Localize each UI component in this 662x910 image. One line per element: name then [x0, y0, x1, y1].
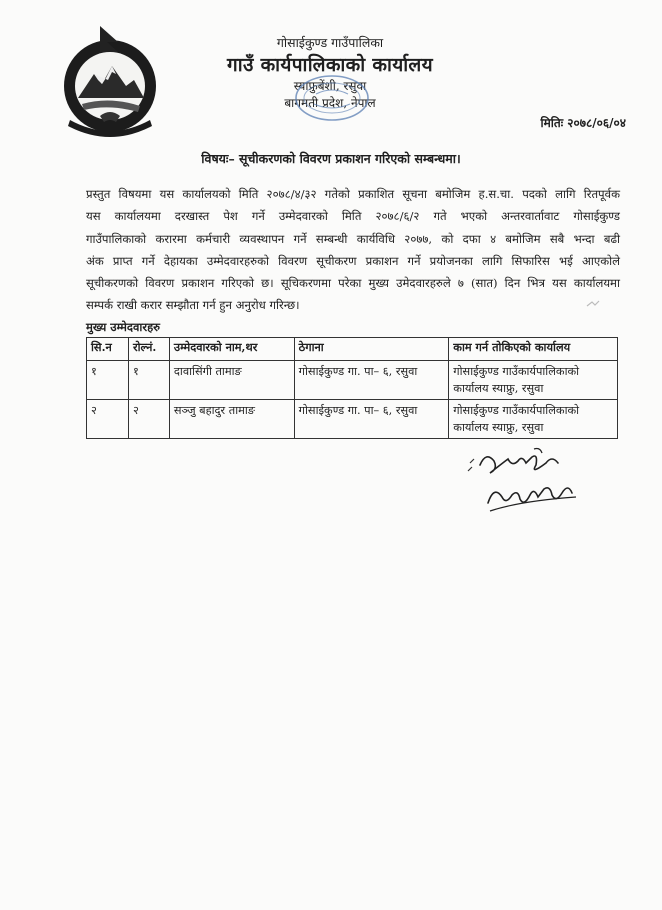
nepal-emblem-icon: [60, 22, 160, 140]
notice-body: [86, 183, 620, 317]
cell-serial: २: [87, 400, 129, 439]
office-stamp-icon: [272, 64, 382, 124]
office-location-line2: बागमती प्रदेश, नेपाल: [284, 96, 376, 110]
letter-date: मितिः २०७८/०६/०४: [540, 116, 626, 130]
col-roll: रोल्नं.: [128, 338, 169, 361]
body-line: यस कार्यालयमा दरखास्त पेश गर्ने उम्मेदवारको मिति २०७८/६/२ गते भएको अन्तरवार्तावाट गोसाईकुण्ड: [86, 209, 620, 224]
cell-office: गोसाईकुण्ड गाउँकार्यपालिकाको कार्यालय स्याफ्रु, रसुवा: [449, 361, 618, 400]
cell-serial: १: [87, 361, 129, 400]
cell-name: दावासिंगी तामाङ: [169, 361, 294, 400]
body-line: प्रस्तुत विषयमा यस कार्यालयको मिति २०७८/४/३२ गतेको प्रकाशित सूचना बमोजिम ह.स.चा. पदको लागि रितपूर्वक: [86, 187, 620, 201]
table-caption: मुख्य उम्मेदवारहरु: [86, 320, 161, 334]
cell-roll: १: [128, 361, 169, 400]
handwritten-signature: [460, 445, 590, 523]
col-name: उम्मेदवारको नाम,थर: [169, 338, 294, 361]
body-line: सूचीकरणको विवरण प्रकाशन गरिएको छ। सूचिकरणमा परेका मुख्य उमेदवारहरुले ७ (सात) दिन भित्र यस कार्यालयमा: [86, 276, 620, 291]
body-line: गाउँपालिकाको करारमा कर्मचारी व्यवस्थापन गर्ने सम्बन्धी कार्यविधि २०७७, को दफा ४ बमोजिम सबै भन्दा बढी: [86, 231, 620, 246]
col-serial: सि.न: [87, 338, 129, 361]
cell-office: गोसाईकुण्ड गाउँकार्यपालिकाको कार्यालय स्याफ्रु, रसुवा: [449, 400, 618, 439]
table-header-row: [87, 338, 618, 361]
scan-speck: [586, 300, 600, 308]
cell-roll: २: [128, 400, 169, 439]
col-office: काम गर्न तोकिएको कार्यालय: [449, 338, 618, 361]
col-address: ठेगाना: [294, 338, 449, 361]
table-row: [87, 400, 618, 439]
body-line: सम्पर्क राखी करार सम्झौता गर्न हुन अनुरोध गरिन्छ।: [86, 298, 300, 313]
body-line: अंक प्राप्त गर्ने देहायका उम्मेदवारहरुको विवरण सूचीकरण प्रकाशन गर्ने प्रयोजनका लागि सिफारिस भई आएकोले: [86, 253, 620, 268]
table-row: [87, 361, 618, 400]
cell-address: गोसाईकुण्ड गा. पा– ६, रसुवा: [294, 361, 449, 400]
letter-subject: विषयः– सूचीकरणको विवरण प्रकाशन गरिएको सम्बन्धमा।: [201, 151, 461, 166]
candidates-table: [86, 337, 618, 439]
cell-name: सञ्जु बहादुर तामाङ: [169, 400, 294, 439]
office-title: गाउँ कार्यपालिकाको कार्यालय: [227, 54, 433, 76]
cell-address: गोसाईकुण्ड गा. पा– ६, रसुवा: [294, 400, 449, 439]
municipality-name: गोसाईकुण्ड गाउँपालिका: [276, 35, 384, 50]
office-location-line1: स्याफ्रुबेंशी, रसुवा: [293, 79, 367, 93]
